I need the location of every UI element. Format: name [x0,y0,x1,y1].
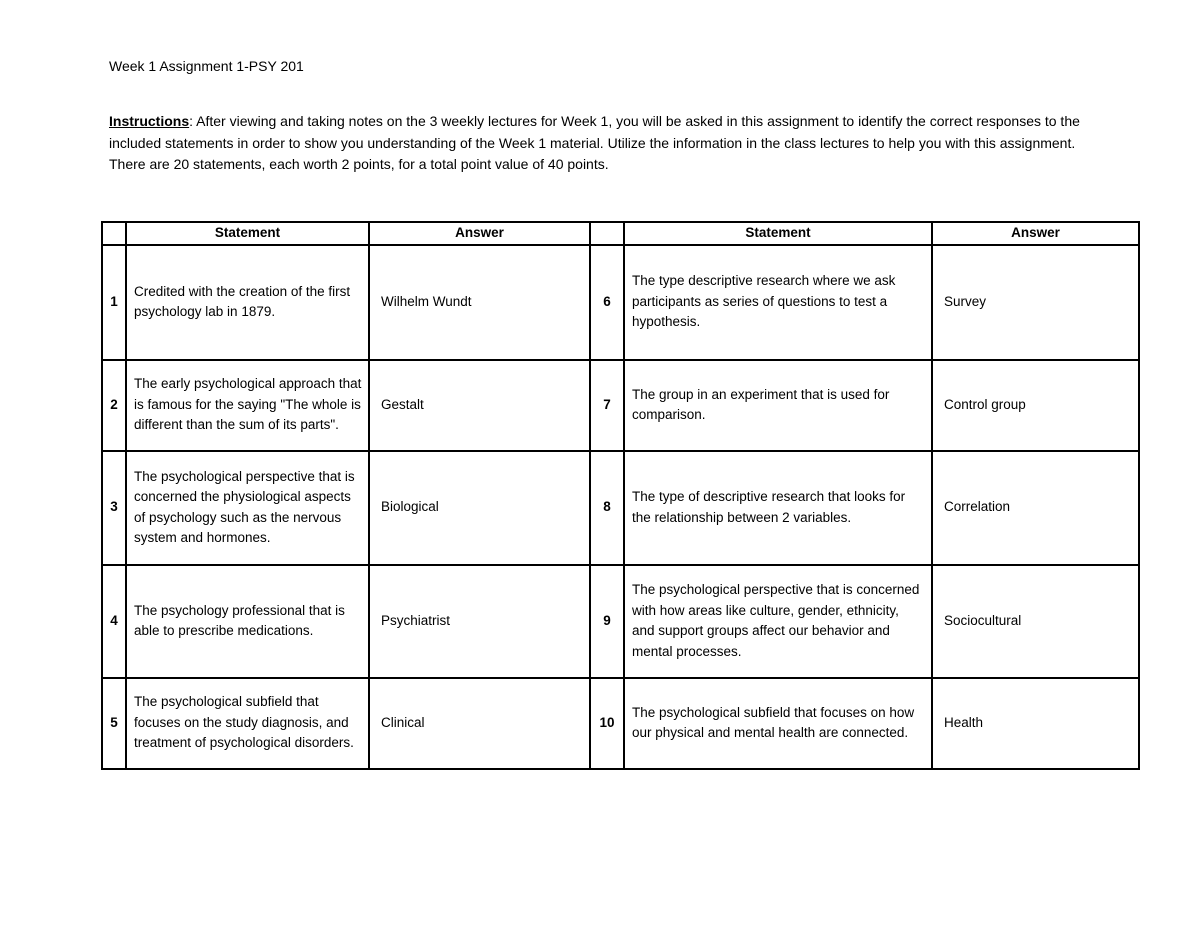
statement-number: 6 [590,245,624,360]
answer-text: Control group [932,360,1139,451]
statement-text: The psychological subfield that focuses on the study diagnosis, and treatment of psychological disorders. [126,678,369,769]
statement-number: 9 [590,565,624,678]
header-num-right [590,222,624,245]
statement-number: 5 [102,678,126,769]
answer-text: Gestalt [369,360,590,451]
statement-text: The group in an experiment that is used for comparison. [624,360,932,451]
table-row [102,565,1139,678]
answer-text: Sociocultural [932,565,1139,678]
header-statement-right: Statement [624,222,932,245]
answer-text: Biological [369,451,590,565]
statement-text: The psychological perspective that is concerned with how areas like culture, gender, ethnicity, and support groups affect our behavior and mental processes. [624,565,932,678]
answer-text: Clinical [369,678,590,769]
statement-text: Credited with the creation of the first psychology lab in 1879. [126,245,369,360]
page-title: Week 1 Assignment 1-PSY 201 [109,58,304,74]
answer-text: Correlation [932,451,1139,565]
answer-text: Health [932,678,1139,769]
statement-number: 2 [102,360,126,451]
header-num-left [102,222,126,245]
header-answer-left: Answer [369,222,590,245]
assignment-table [101,221,1140,770]
header-answer-right: Answer [932,222,1139,245]
answer-text: Survey [932,245,1139,360]
statement-number: 4 [102,565,126,678]
instructions-label: Instructions [109,113,190,129]
answer-text: Psychiatrist [369,565,590,678]
statement-text: The psychology professional that is able to prescribe medications. [126,565,369,678]
table-row [102,245,1139,360]
statement-text: The psychological perspective that is concerned the physiological aspects of psychology such as the nervous system and hormones. [126,451,369,565]
statement-text: The type descriptive research where we ask participants as series of questions to test a hypothesis. [624,245,932,360]
statement-text: The type of descriptive research that looks for the relationship between 2 variables. [624,451,932,565]
header-statement-left: Statement [126,222,369,245]
table-row [102,360,1139,451]
statement-text: The psychological subfield that focuses on how our physical and mental health are connected. [624,678,932,769]
table-row [102,678,1139,769]
instructions-paragraph [109,111,1109,176]
instructions-text: After viewing and taking notes on the 3 weekly lectures for Week 1, you will be asked in this assignment to identify the correct responses to the included statements in order to show you understanding of the Week 1 material. Utilize the information in the class lectures to help you with this assignment. There are 20 statements, each worth 2 points, for a total point value of 40 points. [109,113,1080,172]
statement-number: 7 [590,360,624,451]
instructions-colon: : [189,113,194,129]
table-row [102,451,1139,565]
header-row [102,222,1139,245]
answer-text: Wilhelm Wundt [369,245,590,360]
statement-number: 8 [590,451,624,565]
statement-text: The early psychological approach that is famous for the saying "The whole is different than the sum of its parts". [126,360,369,451]
statement-number: 10 [590,678,624,769]
statement-number: 3 [102,451,126,565]
statement-number: 1 [102,245,126,360]
